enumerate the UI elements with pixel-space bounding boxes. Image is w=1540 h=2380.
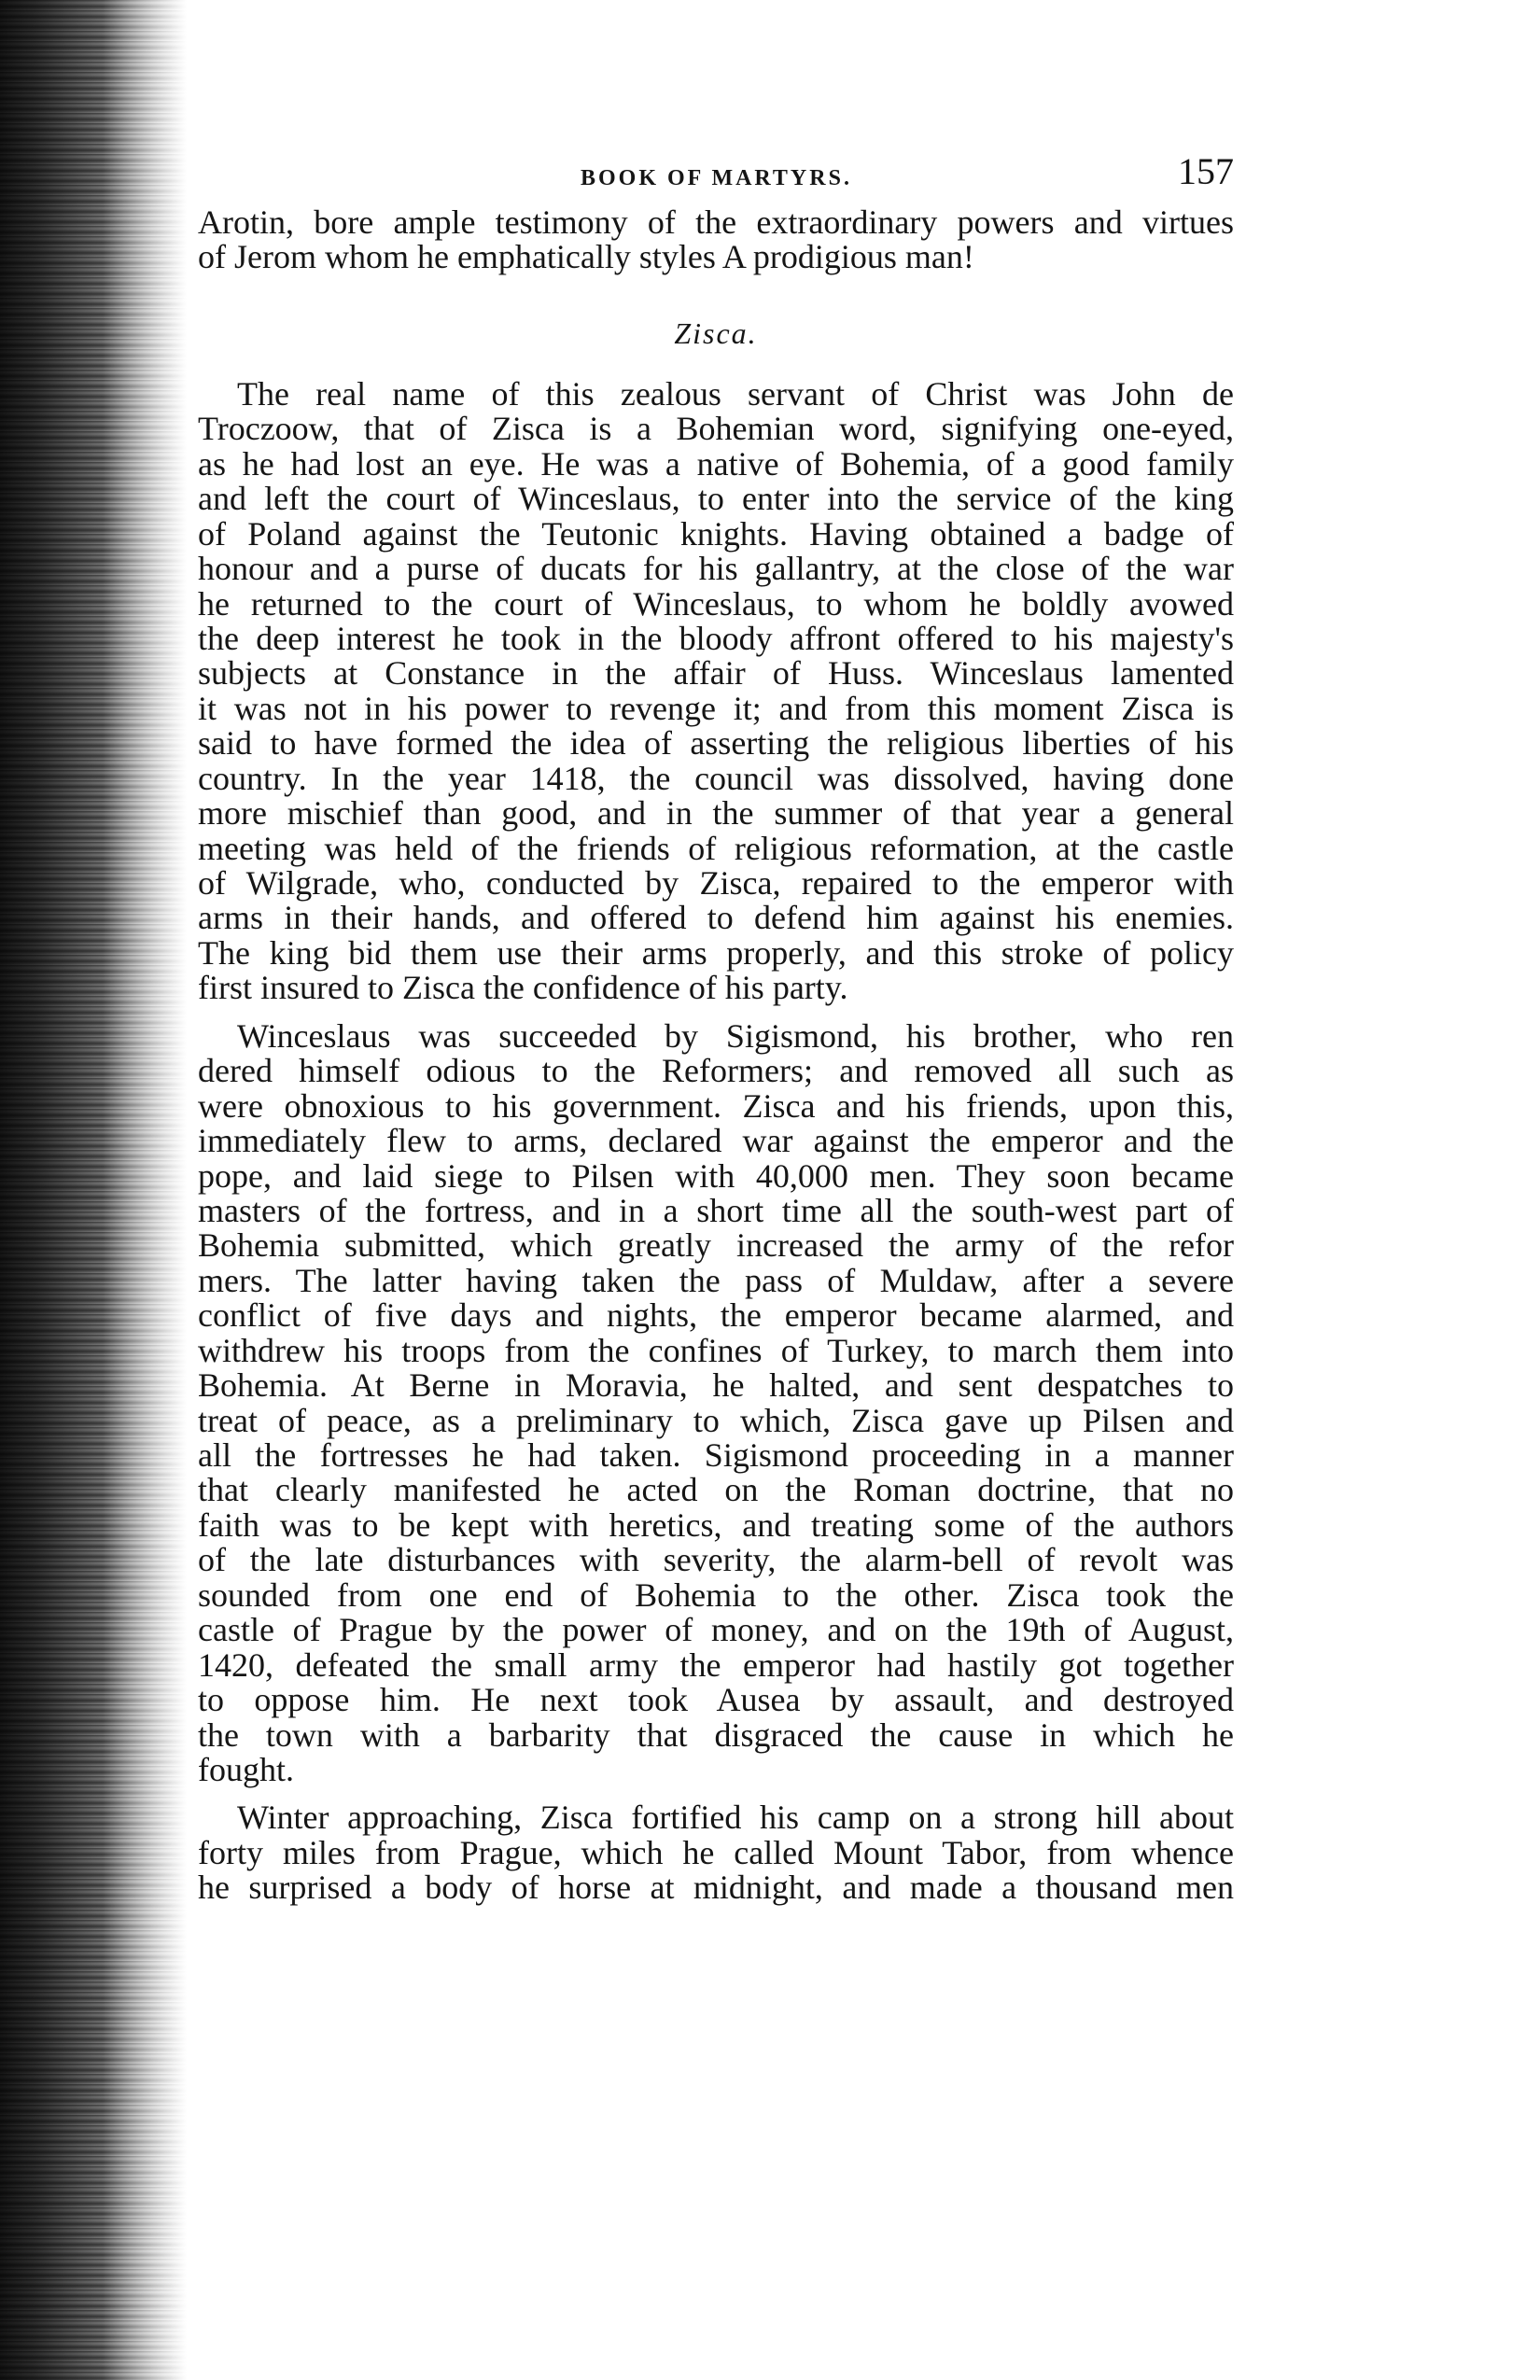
text-line: subjects at Constance in the affair of Huss. Winceslaus lamented — [198, 654, 1234, 693]
page-number: 157 — [1178, 150, 1234, 192]
text-line: Winter approaching, Zisca fortified his camp on a strong hill about — [237, 1799, 1234, 1837]
text-line: mers. The latter having taken the pass of Muldaw, after a severe — [198, 1261, 1234, 1299]
text-line: The king bid them use their arms properly, and this stroke of policy — [198, 933, 1234, 972]
paragraph-1 — [198, 374, 1234, 1007]
text-line: first insured to Zisca the confidence of his party. — [198, 969, 848, 1007]
text-line: of Wilgrade, who, conducted by Zisca, repaired to the emperor with — [198, 864, 1234, 902]
text-line: of the late disturbances with severity, the alarm-bell of revolt was — [198, 1541, 1234, 1579]
text-line: all the fortresses he had taken. Sigismond proceeding in a manner — [198, 1436, 1234, 1474]
text-line: conflict of five days and nights, the emperor became alarmed, and — [198, 1296, 1234, 1335]
text-line: Bohemia. At Berne in Moravia, he halted, and sent despatches to — [198, 1366, 1234, 1405]
scanned-page-edge — [0, 0, 187, 2380]
text-line: he returned to the court of Winceslaus, to whom he boldly avowed — [198, 584, 1234, 623]
text-line: more mischief than good, and in the summer of that year a general — [198, 794, 1234, 833]
text-line: the deep interest he took in the bloody affront offered to his majesty's — [198, 619, 1234, 657]
text-line: castle of Prague by the power of money, and on the 19th of August, — [198, 1611, 1234, 1649]
text-line: honour and a purse of ducats for his gallantry, at the close of the war — [198, 550, 1234, 588]
text-line: 1420, defeated the small army the emperor had hastily got together — [198, 1645, 1234, 1684]
text-line: sounded from one end of Bohemia to the other. Zisca took the — [198, 1575, 1234, 1614]
text-line: it was not in his power to revenge it; and from this moment Zisca is — [198, 689, 1234, 727]
text-line: he surprised a body of horse at midnight, and made a thousand men — [198, 1869, 1234, 1907]
text-line: as he had lost an eye. He was a native of Bohemia, of a good family — [198, 444, 1234, 483]
text-line: Arotin, bore ample testimony of the extraordinary powers and virtues — [198, 203, 1234, 241]
text-line: Winceslaus was succeeded by Sigismond, his brother, who ren — [237, 1016, 1234, 1055]
text-line: and left the court of Winceslaus, to enter into the service of the king — [198, 480, 1234, 518]
text-line: fought. — [198, 1750, 294, 1788]
paragraph-3 — [198, 1800, 1234, 1905]
text-line: Troczoow, that of Zisca is a Bohemian word, signifying one-eyed, — [198, 410, 1234, 448]
text-line: to oppose him. He next took Ausea by assault, and destroyed — [198, 1681, 1234, 1719]
book-page — [198, 149, 1234, 1906]
running-title: BOOK OF MARTYRS. — [581, 166, 852, 190]
text-line: that clearly manifested he acted on the Roman doctrine, that no — [198, 1471, 1234, 1509]
paragraph-2 — [198, 1016, 1234, 1788]
text-line: faith was to be kept with heretics, and treating some of the authors — [198, 1505, 1234, 1544]
text-line: The real name of this zealous servant of Christ was John de — [237, 374, 1234, 413]
text-line: said to have formed the idea of asserting the religious liberties of his — [198, 724, 1234, 763]
section-heading: Zisca. — [674, 315, 758, 350]
text-line: dered himself odious to the Reformers; and removed all such as — [198, 1052, 1234, 1090]
text-line: masters of the fortress, and in a short time all the south-west part of — [198, 1191, 1234, 1229]
text-line: of Jerom whom he emphatically styles A prodigious man! — [198, 238, 974, 276]
running-header — [198, 149, 1234, 205]
text-line: Bohemia submitted, which greatly increased the army of the refor — [198, 1226, 1234, 1265]
text-line: pope, and laid siege to Pilsen with 40,000 men. They soon became — [198, 1156, 1234, 1195]
opening-text — [198, 205, 1234, 275]
text-line: treat of peace, as a preliminary to which, Zisca gave up Pilsen and — [198, 1401, 1234, 1439]
text-line: country. In the year 1418, the council was dissolved, having done — [198, 759, 1234, 797]
text-line: were obnoxious to his government. Zisca and his friends, upon this, — [198, 1086, 1234, 1125]
text-line: of Poland against the Teutonic knights. Having obtained a badge of — [198, 514, 1234, 553]
text-line: withdrew his troops from the confines of Turkey, to march them into — [198, 1331, 1234, 1369]
text-line: the town with a barbarity that disgraced the cause in which he — [198, 1715, 1234, 1754]
text-line: meeting was held of the friends of religious reformation, at the castle — [198, 829, 1234, 867]
text-line: forty miles from Prague, which he called Mount Tabor, from whence — [198, 1833, 1234, 1871]
text-line: arms in their hands, and offered to defend him against his enemies. — [198, 899, 1234, 937]
text-line: immediately flew to arms, declared war against the emperor and the — [198, 1122, 1234, 1160]
